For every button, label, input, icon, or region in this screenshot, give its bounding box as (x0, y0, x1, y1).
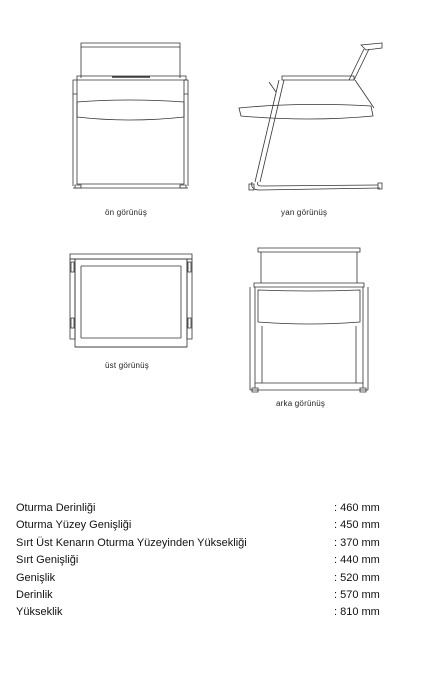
spec-row (16, 587, 388, 604)
front-view-drawing (73, 43, 188, 188)
back-view-drawing (250, 248, 368, 392)
side-view-caption: yan görünüş (281, 208, 328, 217)
spec-label: Sırt Genişliği (16, 554, 79, 567)
spec-list (16, 500, 388, 622)
spec-value: : 570 mm (334, 588, 380, 601)
spec-label: Derinlik (16, 588, 53, 601)
spec-row (16, 517, 388, 534)
spec-label: Yükseklik (16, 606, 63, 619)
side-view-drawing (239, 43, 382, 190)
spec-label: Sırt Üst Kenarın Oturma Yüzeyinden Yüksekliği (16, 536, 247, 549)
spec-row (16, 500, 388, 517)
spec-value: : 520 mm (334, 571, 380, 584)
spec-row (16, 552, 388, 569)
spec-value: : 440 mm (334, 554, 380, 567)
spec-value: : 450 mm (334, 519, 380, 532)
spec-value: : 810 mm (334, 606, 380, 619)
spec-row (16, 570, 388, 587)
spec-row (16, 535, 388, 552)
back-view-caption: arka görünüş (276, 399, 326, 408)
top-view-drawing (70, 254, 192, 347)
spec-label: Oturma Yüzey Genişliği (16, 519, 132, 532)
spec-label: Oturma Derinliği (16, 502, 96, 514)
spec-value: : 370 mm (334, 536, 380, 549)
front-view-caption: ön görünüş (105, 208, 148, 217)
spec-label: Genişlik (16, 571, 56, 584)
top-view-caption: üst görünüş (105, 361, 150, 370)
spec-row (16, 604, 388, 621)
spec-value: : 460 mm (334, 502, 380, 514)
